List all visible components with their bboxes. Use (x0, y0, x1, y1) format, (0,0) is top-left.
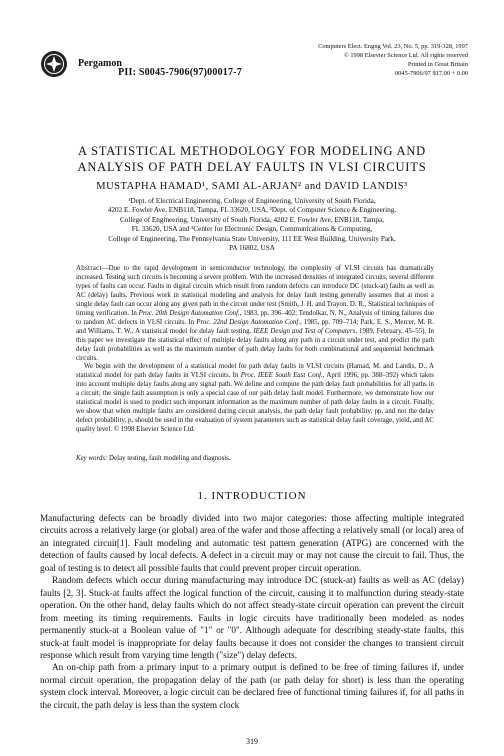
section-heading-introduction: 1. INTRODUCTION (197, 490, 307, 502)
pii-code: PII: S0045-7906(97)00017-7 (118, 67, 242, 78)
paper-title (40, 143, 464, 175)
affiliations (52, 197, 452, 253)
affiliation-line: PA 16802, USA (229, 244, 275, 253)
introduction-body (40, 512, 464, 711)
affiliation-line: 4202 E. Fowler Ave, ENB118, Tampa, FL 33620, USA, ²Dept. of Computer Science & Engineering, (107, 206, 397, 215)
keywords-label: Key words: (76, 455, 108, 462)
body-paragraph: Manufacturing defects can be broadly divided into two major categories: those affecting multiple integrated circuits across a relatively large (or global) area of the wafer and those affecting a relatively small (or local) area of an integrated circuit[1]. Fault modeling and automatic test pattern generation (ATPG) are concerned with the detection of faults caused by local defects. A defect in a circuit may or may not cause the circuit to fail. Thus, the goal of testing is to detect all possible faults that could prevent proper circuit operation. (40, 513, 464, 573)
publisher-name: Pergamon (78, 58, 122, 69)
journal-citation: Computers Elect. Engng Vol. 23, No. 5, pp. 319-328, 1997 (318, 43, 468, 50)
page-number: 319 (246, 737, 258, 746)
journal-info (258, 42, 468, 78)
affiliation-line: College of Engineering, University of South Florida, 4202 E. Fowler Ave, ENB118, Tampa, (119, 215, 385, 224)
abstract (76, 265, 434, 435)
affiliation-line: College of Engineering, The Pennsylvania State University, 111 EE West Building, University Park, (108, 234, 396, 243)
author-list: MUSTAPHA HAMAD¹, SAMI AL-ARJAN² and DAVID LANDIS³ (96, 181, 408, 192)
issn-price-line: 0045-7906/97 $17.00 + 0.00 (394, 70, 468, 77)
body-paragraph: Random defects which occur during manufacturing may introduce DC (stuck-at) faults as well as AC (delay) faults [2, 3]. Stuck-at faults affect the logical function of the circuit, causing it to malfunction during steady-state operation. On the other hand, delay faults which do not affect steady-state circuit operation can prevent the circuit from meeting its timing requirements. Faults in logic circuits have traditionally been modeled as nodes permanently stuck-at a Boolean value of "1" or "0". Although adequate for describing steady-state faults, this stuck-at fault model is inappropriate for delay faults because it does not consider the changes to transient circuit response which result from varying time length ("size") delay defects. (40, 575, 464, 660)
abstract-paragraph-1: Abstract—Due to the rapid development in semiconductor technology, the complexity of VLSI circuits has dramatically increased. Testing such circuits is becoming a severe problem. With the increased densities of integrated circuits, several different types of faults can occur. Faults in digital circuits which result from random defects can introduce DC (stuck-at) faults as well as AC (delay) faults. Previous work in statistical modeling and analysis for delay fault testing generally assumes that at most a single delay fault can occur along any given path in the circuit under test (Smith, J. H. and Trayon, D. R., Statistical techniques of timing verification. In Proc. 20th Design Automation Conf., 1983, pp. 396–402; Tendolkar, N. N., Analysis of timing failures due to random AC defects in VLSI circuits. In Proc. 22nd Design Automation Conf., 1985, pp. 709–714; Park, E. S., Mercer, M. R. and Williams, T. W., A statistical model for delay fault testing. IEEE Design and Test of Computers, 1989, February, 45–55). In this paper we investigate the statistical effect of multiple delay faults along any path in a circuit under test, and predict the path delay fault probabilities as well as the maximum number of path delay faults for both combinational and sequential benchmark circuits. (76, 265, 434, 362)
affiliation-line: FL 33620, USA and ³Center for Electronic Design, Communications & Computing, (131, 225, 373, 234)
body-paragraph: An on-chip path from a primary input to a primary output is defined to be free of timing failures if, under normal circuit operation, the propagation delay of the path (or path delay for short) is less than the operating system clock interval. Moreover, a logic circuit can be declared free of functional timing failures if, for all paths in the circuit, the path delay is less than the system clock (40, 662, 464, 710)
keywords (76, 455, 434, 462)
keywords-text: Delay testing, fault modeling and diagnosis. (107, 455, 231, 462)
printed-line: Printed in Great Britain (407, 61, 468, 68)
abstract-label: Abstract (76, 265, 102, 272)
copyright-line: © 1998 Elsevier Science Ltd. All rights reserved (343, 52, 468, 59)
title-line-2: ANALYSIS OF PATH DELAY FAULTS IN VLSI CIRCUITS (77, 160, 427, 174)
abstract-paragraph-2: We begin with the development of a statistical model for path delay faults in VLSI circuits (Hamad, M. and Landis, D., A statistical model for path delay faults in VLSI circuits. In Proc. IEEE South East Conf., April 1996, pp. 388–392) which takes into account multiple delay faults along any signal path. We define and compute the path delay fault probabilities for all paths in a circuit; the single fault assumption is only a special case of our path delay fault model. Furthermore, we demonstrate how our statistical model is used to predict such important information as the maximum number of path delay faults in a circuit. Finally, we show that when multiple faults are considered during circuit analysis, the path delay fault probability, pp, and not the delay defect probability, p, should be used in the evaluation of system parameters such as statistical delay fault coverage, yield, and AC quality level. © 1998 Elsevier Science Ltd. (76, 363, 434, 434)
affiliation-line: ¹Dept. of Electrical Engineering, College of Engineering, University of South Florida, (128, 197, 376, 205)
title-line-1: A STATISTICAL METHODOLOGY FOR MODELING AND (78, 144, 426, 158)
